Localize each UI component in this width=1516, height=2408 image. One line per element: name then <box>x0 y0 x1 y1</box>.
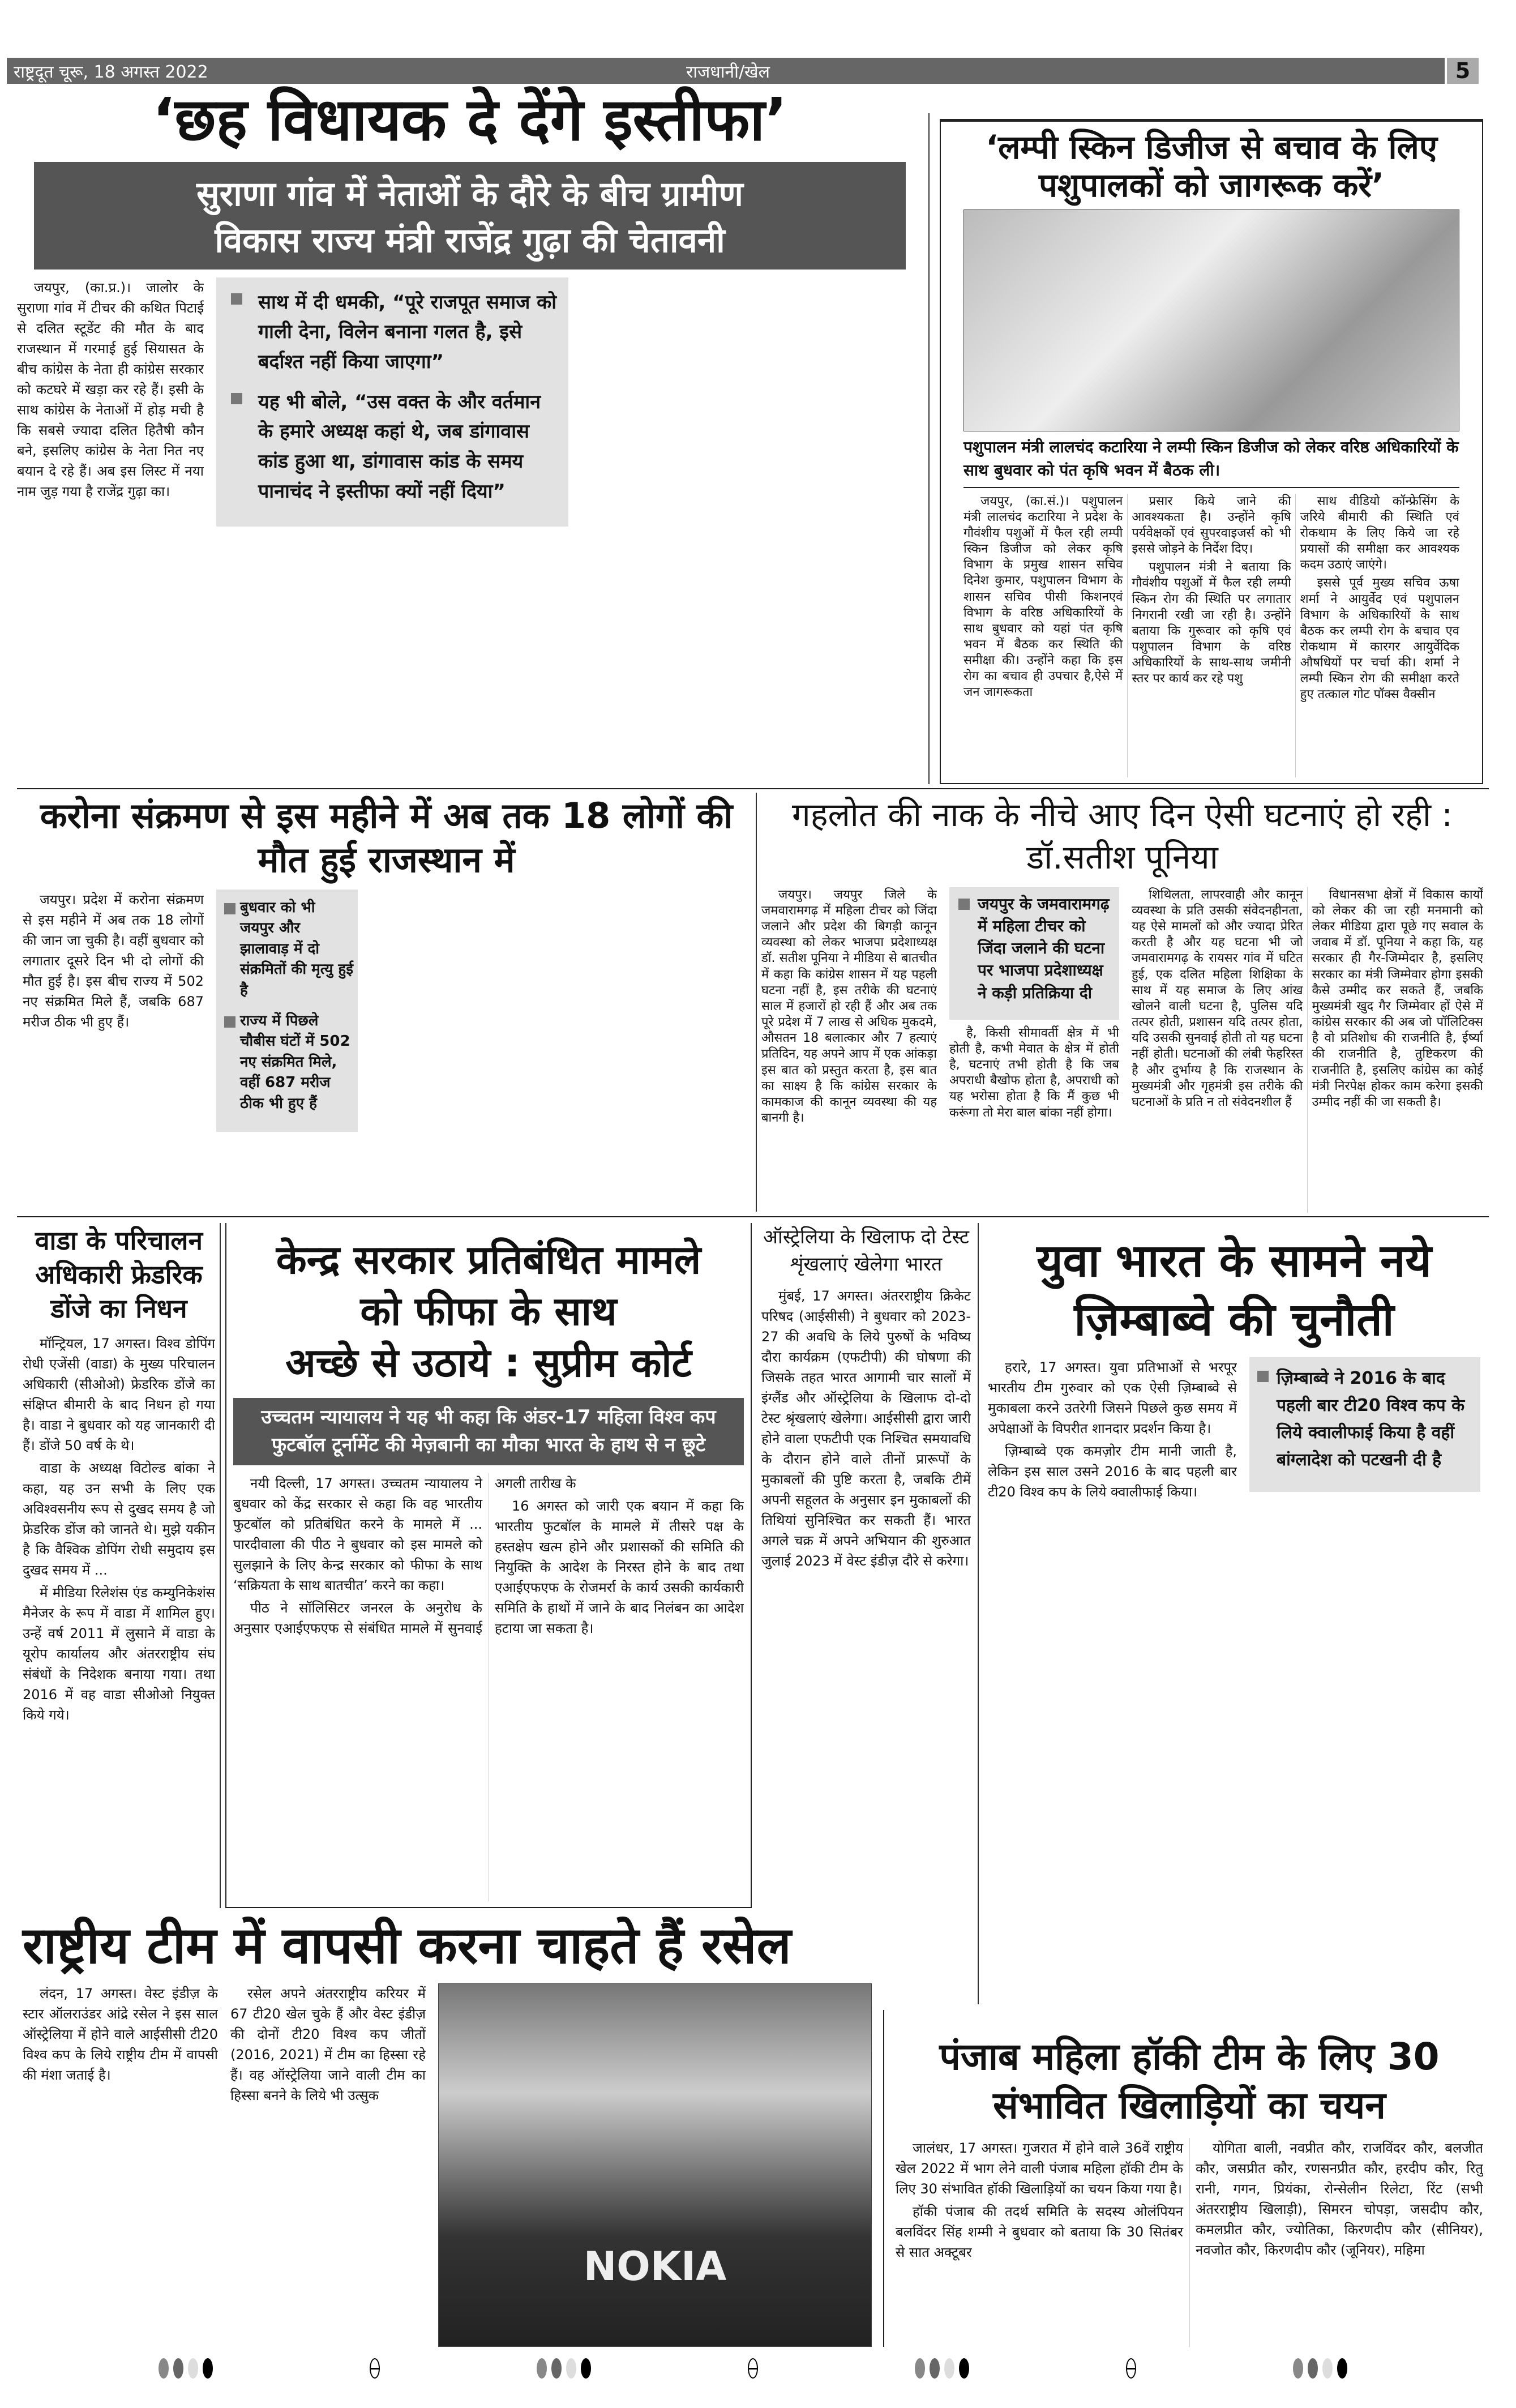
photo-caption: पशुपालन मंत्री लालचंद कटारिया ने लम्पी स्किन डिजीज को लेकर वरिष्ठ अधिकारियों के साथ बुधवार को पंत कृषि भवन में बैठक ली। <box>963 436 1459 487</box>
paragraph: लंदन, 17 अगस्त। वेस्ट इंडीज़ के स्टार ऑलराउंडर आंद्रे रसेल ने इस साल ऑस्ट्रेलिया में होने वाले आईसीसी टी20 विश्व कप के लिये राष्ट्रीय टीम में वापसी की मंशा जताई है। <box>23 1985 218 2083</box>
story1 <box>17 86 923 754</box>
story5-body <box>23 1333 215 1909</box>
paragraph: मुंबई, 17 अगस्त। अंतरराष्ट्रीय क्रिकेट परिषद (आईसीसी) ने बुधवार को 2023-27 की अवधि के लिये पुरुषों के भविष्य दौरा कार्यक्रम (एफटीपी) की घोषणा की जिसके तहत भारत आगामी चार सालों में इंग्लैंड और ऑस्ट्रेलिया के खिलाफ दो-दो टेस्ट श्रृंखलाएं खेलेगा। आईसीसी द्वारा जारी होने वाला एफटीपी एक निश्चित समयावधि के दौरान होने वाले तीनों प्रारूपों के मुकाबलों की पुष्टि करता है, जबकि टीमें अपनी सहूलत के अनुसार इन मुकाबलों की तिथियां सुनिश्चित कर सकती हैं। भारत अगले चक्र में अपने अभियान की शुरुआत जुलाई 2023 में वेस्ट इंडीज़ दौरे से करेगा। <box>761 1288 971 1569</box>
paragraph: वाडा के अध्यक्ष विटोल्ड बांका ने कहा, यह उन सभी के लिए एक अविश्वसनीय रूप से दुखद समय है जो फ्रेडरिक डोंज को जानते थे। मुझे यकीन है कि वैश्विक डोपिंग रोधी समुदाय इस दुखद समय में ... <box>23 1460 215 1579</box>
story3-highlights <box>216 889 358 1132</box>
paragraph: प्रसार किये जाने की आवश्यकता है। उन्होंने कृषि पर्यवेक्षकों एवं सुपरवाइजर्स को भी इससे जोड़ने के निर्देश दिए। <box>1132 494 1291 557</box>
paragraph: रसेल अपने अंतरराष्ट्रीय करियर में 67 टी20 खेल चुके हैं और वेस्ट इंडीज़ की दोनों टी20 विश्व कप जीतों (2016, 2021) में टीम का हिस्सा रहे हैं। वह ऑस्ट्रेलिया जाने वाली टीम का हिस्सा बनने के लिये भी उत्सुक <box>230 1985 426 2103</box>
column-divider <box>220 1223 221 1908</box>
story2-box <box>940 119 1483 784</box>
paragraph: जयपुर। प्रदेश में करोना संक्रमण से इस महीने में अब तक 18 लोगों की जान जा चुकी है। वहीं बुधवार को लगातार दूसरे दिन भी दो लोगों की मौत हुई है। इस बीच राज्य में 502 नए संक्रमित मिले हैं, जबकि 687 मरीज ठीक भी हुए हैं। <box>23 892 204 1030</box>
russell-photo <box>438 1983 872 2347</box>
subhead-line: सुराणा गांव में नेताओं के दौरे के बीच ग्रामीण <box>196 174 743 214</box>
paragraph: पशुपालन मंत्री ने बताया कि गौवंशीय पशुओं में फैल रही लम्पी स्किन रोग की स्थिति पर लगातार निगरानी रखी जा रही है। उन्होंने बताया कि गुरूवार को कृषि एवं पशुपालन विभाग के वरिष्ठ अधिकारियों के साथ-साथ जमीनी स्तर पर कार्य कर रहे पशु <box>1132 560 1291 686</box>
paragraph: साथ वीडियो कॉन्फ्रेसिंग के जरिये बीमारी की स्थिति एवं रोकथाम के लिए किये जा रहे प्रयासों की समीक्षा कर आवश्यक कदम उठाएं जाएंगे। <box>1300 494 1459 572</box>
story5 <box>23 1224 215 1909</box>
paragraph: विधानसभा क्षेत्रों में विकास कार्यों को लेकर की जा रही मनमानी को लेकर मीडिया द्वारा पूछे गए सवाल के जवाब में डॉ. पूनिया ने कहा कि, यह सरकार ही गैर-जिम्मेदार है, इसलिए सरकार का मंत्री जिम्मेवार होगा इसकी कैसे उम्मीद कर सकते हैं, जबकि मुख्यमंत्री खुद गैर जिम्मेवार हों ऐसे में कांग्रेस सरकार की अब जो पॉलिटिक्स है वो प्रतिशोध की राजनीति है, ईर्ष्या की राजनीति है, तुष्टिकरण की राजनीति है, इसलिए कांग्रेस का कोई मंत्री निरपेक्ष होकर काम करेगा इसकी उम्मीद नहीं की जा सकती है। <box>1312 887 1483 1109</box>
paragraph: शिथिलता, लापरवाही और कानून व्यवस्था के प्रति उसकी संवेदनहीनता, यह ऐसे मामलों को और ज्यादा प्रेरित करती है और यह घटना भी जो जमवारामगढ़ के रायसर गांव में घटित हुई, एक दलित महिला शिक्षिका के साथ में यह समाज के लिए आंख खोलने वाली घटना है, पुलिस यदि तत्पर होती, प्रशासन यदि तत्पर होता, यदि उसकी सुनवाई होती तो यह घटना नहीं होती। घटनाओं की लंबी फेहरिस्त है और दुर्भाग्य है कि राजस्थान के मुख्यमंत्री और गृहमंत्री इस तरीके की घटनाओं के प्रति न तो संवेदनशील हैं <box>1132 887 1303 1109</box>
paragraph: हॉकी पंजाब की तदर्थ समिति के सदस्य ओलंपियन बलविंदर सिंह शम्मी ने बुधवार को बताया कि 30 सितंबर से सात अक्टूबर <box>896 2203 1183 2260</box>
column-divider <box>978 1223 979 2004</box>
story1-subhead <box>34 162 906 270</box>
color-bar <box>537 2358 591 2379</box>
story1-highlights <box>216 277 568 527</box>
story3-columns <box>23 889 750 1213</box>
story10-box <box>883 2010 1483 2347</box>
headline-line: केन्द्र सरकार प्रतिबंधित मामले <box>276 1237 701 1283</box>
page-header-bar <box>7 58 1445 84</box>
story1-headline: ‘छह विधायक दे देंगे इस्तीफा’ <box>152 85 787 154</box>
color-bar <box>159 2358 213 2379</box>
paragraph: 16 अगस्त को जारी एक बयान में कहा कि भारतीय फुटबॉल के मामले में तीसरे पक्ष के हस्तक्षेप खत्म होने और प्रशासकों की समिति की नियुक्ति के आदेश के निरस्त होने के बाद तथा एआईएफएफ के रोजमर्रा के कार्य उसकी कार्यकारी समिति के हाथों में जाने के बाद निलंबन का आदेश हटाया जा सकता है। <box>495 1498 744 1636</box>
highlight-item: ज़िम्बाब्वे ने 2016 के बाद पहली बार टी20 विश्व कप के लिये क्वालीफाई किया है वहीं बांग्लादेश को पटखनी दी है <box>1254 1365 1476 1474</box>
story9-col-1 <box>23 1983 218 2347</box>
story6-subhead: उच्चतम न्यायालय ने यह भी कहा कि अंडर-17 महिला विश्व कप फुटबॉल टूर्नामेंट की मेज़बानी का मौका भारत के हाथ से न छूटे <box>233 1398 744 1465</box>
story1-body-col <box>17 277 204 754</box>
story6-box <box>225 1223 752 1908</box>
story4-headline: गहलोत की नाक के नीचे आए दिन ऐसी घटनाएं हो रही : डॉ.सतीश पूनिया <box>792 795 1453 877</box>
story4-col-2 <box>949 1025 1119 1213</box>
paragraph: जयपुर। जयपुर जिले के जमवारामगढ़ में महिला टीचर को जिंदा जलाने और प्रदेश की बिगड़ी कानून व्यवस्था को लेकर भाजपा प्रदेशाध्यक्ष डॉ. सतीश पूनिया ने मीडिया से बातचीत में कहा कि कांग्रेस शासन में यह पहली घटना नहीं है, इस तरीके की घटनाएं साल में हजारों हो रही हैं और अब तक पूरे प्रदेश में 7 लाख से अधिक मुकदमे, औसतन 18 बलात्कार और 7 हत्याएं प्रतिदिन, यह अपने आप में एक आंकड़ा इस बात को प्रस्तुत करता है, इस बात का साक्ष्य है कि कांग्रेस सरकार के कामकाज की कानून व्यवस्था की यह बानगी है। <box>761 887 937 1125</box>
color-bar <box>915 2358 969 2379</box>
story2-headline: ‘लम्पी स्किन डिजीज से बचाव के लिए पशुपालकों को जागरूक करें’ <box>986 128 1437 204</box>
story7 <box>761 1224 971 1911</box>
story9 <box>23 1917 872 2347</box>
page-number: 5 <box>1447 58 1479 84</box>
story4-col-3 <box>1132 887 1483 1213</box>
section-rule <box>17 1216 1489 1217</box>
story1-columns <box>17 277 923 754</box>
story8-highlight <box>1249 1357 1480 1492</box>
story2-body <box>963 494 1459 777</box>
story8 <box>988 1231 1480 2004</box>
story8-col-1 <box>988 1357 1237 2004</box>
paragraph: ज़िम्बाब्वे एक कमज़ोर टीम मानी जाती है, लेकिन इस साल उसने 2016 के बाद पहली बार टी20 विश्व कप के लिये क्वालीफाई किया। <box>988 1443 1237 1500</box>
highlight-item: यह भी बोले, “उस वक्त के और वर्तमान के हमारे अध्यक्ष कहां थे, जब डांगावास कांड हुआ था, डांगावास कांड के समय पानाचंद ने इस्तीफा क्यों नहीं दिया” <box>228 387 557 507</box>
color-bar <box>1293 2358 1347 2379</box>
story10-headline: पंजाब महिला हॉकी टीम के लिए 30 संभावित खिलाड़ियों का चयन <box>939 2035 1440 2127</box>
column-divider <box>756 793 757 1212</box>
crosshair-icon <box>370 2358 380 2379</box>
highlight-item: साथ में दी धमकी, “पूरे राजपूत समाज को गाली देना, विलेन बनाना गलत है, इसे बर्दाश्त नहीं किया जाएगा” <box>228 288 557 377</box>
paragraph: जालंधर, 17 अगस्त। गुजरात में होने वाले 36वें राष्ट्रीय खेल 2022 में भाग लेने वाली पंजाब महिला हॉकी टीम के लिए 30 संभावित हॉकी खिलाड़ियों का चयन किया गया है। <box>896 2140 1183 2197</box>
paragraph: पीठ ने सॉलिसिटर जनरल के अनुरोध के अनुसार एआईएफएफ से संबंधित मामले में सुनवाई अगली तारीख के <box>233 1475 576 1636</box>
story7-body <box>761 1286 971 1911</box>
jersey-text: NOKIA <box>583 2243 727 2290</box>
column-divider <box>928 113 930 784</box>
highlight-item: जयपुर के जमवारामगढ़ में महिला टीचर को जिंदा जलाने की घटना पर भाजपा प्रदेशाध्यक्ष ने कड़ी प्रतिक्रिया दी <box>955 893 1114 1004</box>
crosshair-icon <box>748 2358 758 2379</box>
paragraph: जयपुर, (का.प्र.)। जालोर के सुराणा गांव में टीचर की कथित पिटाई से दलित स्टूडेंट की मौत के बाद राजस्थान में गरमाई हुई सियासत के बीच कांग्रेस के नेता ही कांग्रेस सरकार को कटघरे में खड़ा कर रहे हैं। इसी के साथ कांग्रेस के नेताओं में होड़ मची है कि सबसे ज्यादा दलित हितैषी कौन बने, इसलिए कांग्रेस के नेता नित नए बयान दे रहे हैं। अब इस लिस्ट में नया नाम जुड़ गया है राजेंद्र गुढ़ा का। <box>17 279 204 499</box>
paragraph: में मीडिया रिलेशंस एंड कम्युनिकेशंस मैनेजर के रूप में वाडा में शामिल हुए। उन्हें वर्ष 2011 में लुसाने में वाडा के यूरोप कार्यालय और अंतरराष्ट्रीय संघ संबंधों के निदेशक बनाया गया। तथा 2016 में वह वाडा सीओओ नियुक्त किये गये। <box>23 1585 215 1723</box>
meeting-photo <box>963 209 1459 431</box>
story4-col-1 <box>761 887 937 1213</box>
story4-columns <box>761 887 1483 1213</box>
paragraph: जयपुर, (का.सं.)। पशुपालन मंत्री लालचंद कटारिया ने प्रदेश के गौवंशीय पशुओं में फैल रही लम्पी स्किन डिजीज को लेकर कृषि विभाग के प्रमुख शासन सचिव दिनेश कुमार, पशुपालन विभाग के शासन सचिव पीसी किशनएवं विभाग के वरिष्ठ अधिकारियों के साथ बुधवार को यहां पंत कृषि भवन में बैठक कर स्थिति की समीक्षा की। उन्होंने कहा कि इस रोग का बचाव ही उपचार है,ऐसे में जन जागरूकता <box>963 494 1123 700</box>
paragraph: नयी दिल्ली, 17 अगस्त। उच्चतम न्यायालय ने बुधवार को केंद्र सरकार से कहा कि वह भारतीय फुटबॉल को प्रतिबंधित करने के मामले में ... पारदीवाला की पीठ ने बुधवार को इस मामले को सुलझाने के लिए केन्द्र सरकार को फीफा के साथ ‘सक्रियता के साथ बातचीत’ करने का कहा। <box>233 1475 482 1593</box>
subhead-line: विकास राज्य मंत्री राजेंद्र गुढ़ा की चेतावनी <box>215 220 725 260</box>
headline-line: अच्छे से उठाये : सुप्रीम कोर्ट <box>285 1340 692 1386</box>
story8-headline: युवा भारत के सामने नये ज़िम्बाब्वे की चुनौती <box>1037 1234 1432 1346</box>
story6-body <box>233 1473 744 1901</box>
story3-headline: करोना संक्रमण से इस महीने में अब तक 18 लोगों की मौत हुई राजस्थान में <box>40 795 733 880</box>
paragraph: है, किसी सीमावर्ती क्षेत्र में भी होती है, कभी मेवात के क्षेत्र में होती है, घटनाएं तभी होती है कि जब अपराधी बैखोफ होता है, अपराधी को यह भरोसा होता है कि मैं कुछ भी करूंगा तो मेरा बाल बांका नहीं होगा। <box>949 1025 1119 1120</box>
highlight-item: बुधवार को भी जयपुर और झालावाड़ में दो संक्रमितों की मृत्यु हुई है <box>221 897 353 1000</box>
story3 <box>23 794 750 1213</box>
story6-headline <box>233 1234 744 1389</box>
story7-headline: ऑस्ट्रेलिया के खिलाफ दो टेस्ट शृंखलाएं खेलेगा भारत <box>763 1226 969 1276</box>
story9-col-2 <box>230 1983 426 2347</box>
crosshair-icon <box>1126 2358 1136 2379</box>
paragraph: इससे पूर्व मुख्य सचिव ऊषा शर्मा ने आयुर्वेद एवं पशुपालन विभाग के अधिकारियों के साथ बैठक कर लम्पी रोग के बचाव एव रोकथाम में कारगर आयुर्वेदिक औषधियों पर चर्चा की। शर्मा ने लम्पी स्किन रोग की समीक्षा करते हुए तत्काल गोट पॉक्स वैक्सीन <box>1300 576 1459 702</box>
paragraph: हरारे, 17 अगस्त। युवा प्रतिभाओं से भरपूर भारतीय टीम गुरुवार को एक ऐसी ज़िम्बाब्वे से मुकाबला करने उतरेगी जिसने पिछले कुछ समय में अपेक्षाओं के विपरीत शानदार प्रदर्शन किया है। <box>988 1359 1237 1436</box>
story3-body-col <box>23 889 204 1213</box>
story4-highlight <box>949 887 1119 1020</box>
paragraph: मॉन्ट्रियल, 17 अगस्त। विश्व डोपिंग रोधी एजेंसी (वाडा) के मुख्य परिचालन अधिकारी (सीओओ) फ्रेडरिक डोंजे का संक्षिप्त बीमारी के बाद निधन हो गया है। वाडा ने बुधवार को यह जानकारी दी हैं। डोंजे 50 वर्ष के थे। <box>23 1336 215 1454</box>
section-name: राजधानी/खेल <box>686 62 770 82</box>
paragraph: योगिता बाली, नवप्रीत कौर, राजविंदर कौर, बलजीत कौर, जसप्रीत कौर, रणसनप्रीत कौर, हरदीप कौर, रितु रानी, गगन, प्रियंका, रोन्सेलीन रिलेटा, रिंट (सभी अंतरराष्ट्रीय खिलाड़ी), सिमरन चोपड़ा, जसदीप कौर, कमलप्रीत कौर, ज्योतिका, किरणदीप कौर (सीनियर), नवजोत कौर, किरणदीप कौर (जूनियर), महिमा <box>1196 2140 1483 2258</box>
story5-headline: वाडा के परिचालन अधिकारी फ्रेडरिक डोंजे का निधन <box>35 1225 203 1324</box>
section-rule <box>17 788 1489 789</box>
story4 <box>761 794 1483 1213</box>
story9-headline: राष्ट्रीय टीम में वापसी करना चाहते हैं रसेल <box>23 1916 791 1975</box>
story9-columns <box>23 1983 872 2347</box>
paper-date: राष्ट्रदूत चूरू, 18 अगस्त 2022 <box>14 62 208 82</box>
highlight-item: राज्य में पिछले चौबीस घंटों में 502 नए संक्रमित मिले, वहीं 687 मरीज ठीक भी हुए हैं <box>221 1011 353 1114</box>
story10-body <box>896 2138 1483 2347</box>
print-registration-marks <box>159 2358 1347 2379</box>
story8-columns <box>988 1357 1480 2004</box>
story4-middle-col <box>949 887 1119 1213</box>
headline-line: को फीफा के साथ <box>360 1288 617 1335</box>
